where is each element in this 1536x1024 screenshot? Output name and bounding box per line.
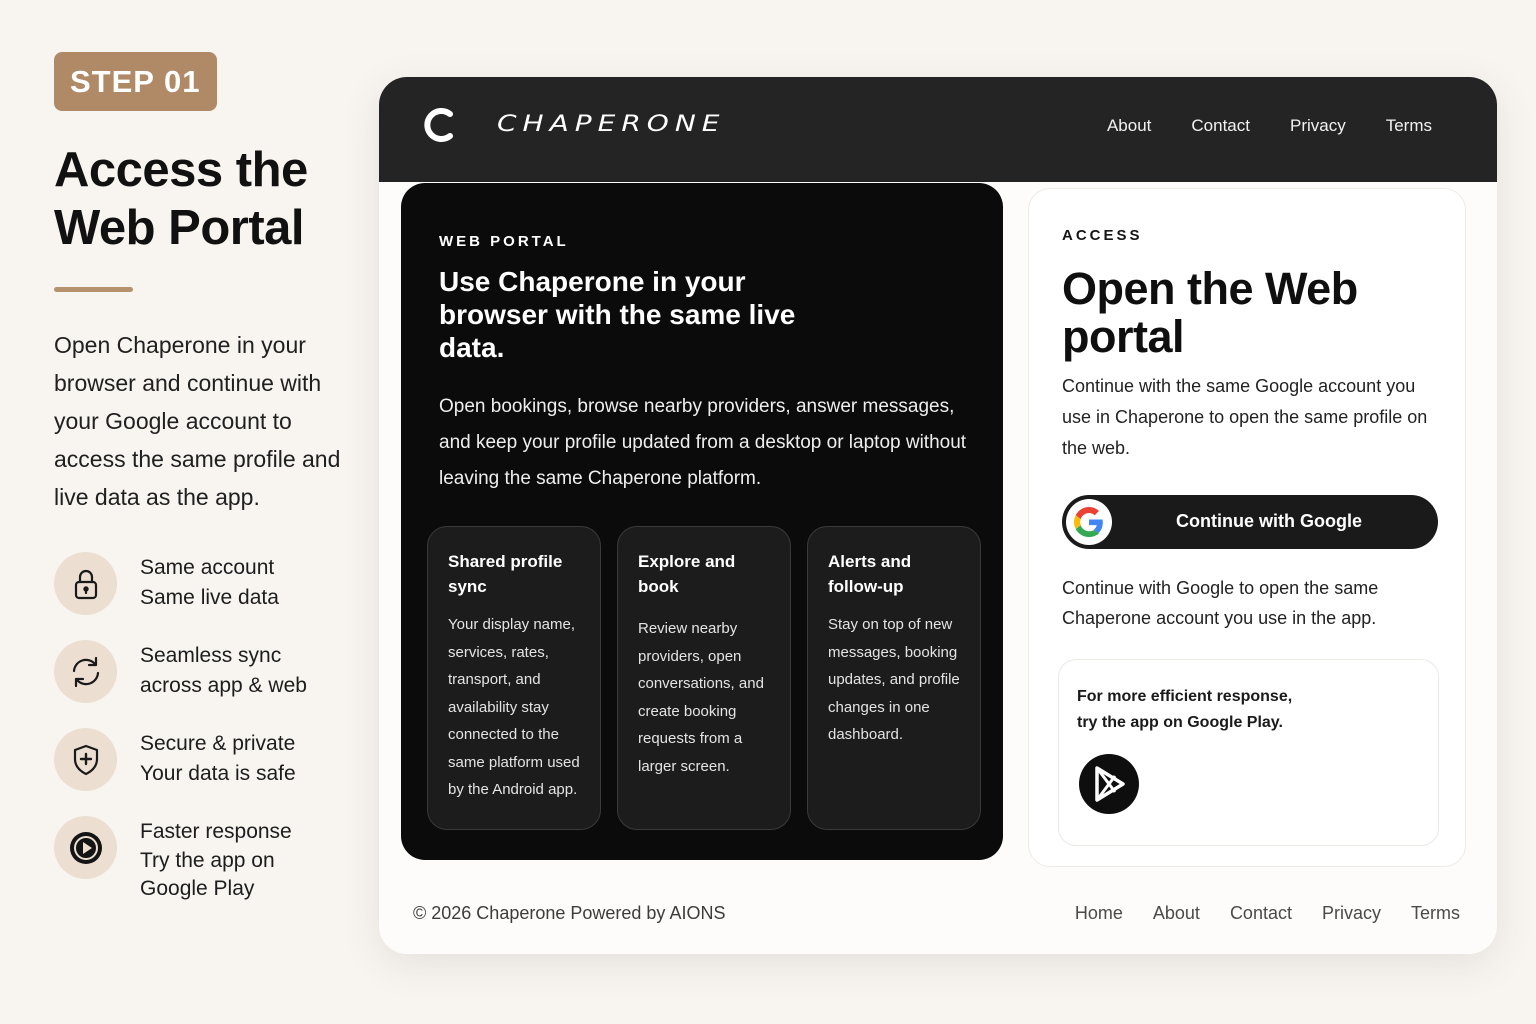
feature-line: Secure & private (140, 732, 296, 755)
nav-link-about[interactable]: About (1106, 116, 1152, 135)
title-divider (54, 287, 133, 292)
card-body: Stay on top of new messages, booking updates, and profile changes in one dashboard. (828, 616, 960, 743)
footer-link-privacy[interactable]: Privacy (1321, 903, 1381, 923)
access-kicker: ACCESS (1062, 227, 1143, 244)
card-title: Explore and book (638, 552, 736, 596)
intro-text: Open Chaperone in your browser and continue with your Google account to access the same profile and live data as the app. (54, 332, 341, 510)
play-text-line: For more efficient response, (1077, 688, 1293, 705)
google-icon (1066, 499, 1112, 545)
feature-list (54, 552, 354, 904)
top-navbar (379, 77, 1497, 182)
footer-link-home[interactable]: Home (1074, 903, 1123, 923)
footer-copyright: © 2026 Chaperone Powered by AIONS (413, 903, 726, 923)
feature-line: Same account (140, 556, 275, 579)
footer-nav (1045, 903, 1460, 924)
feature-line: Faster response (140, 820, 292, 843)
access-note: Continue with Google to open the same Chaperone account you use in the app. (1062, 578, 1379, 628)
continue-with-google-button[interactable] (1062, 495, 1438, 549)
page-title-line1: Access the (54, 143, 308, 197)
feature-line: Same live data (140, 586, 279, 609)
feature-text (140, 817, 292, 903)
google-play-text (1077, 684, 1377, 736)
google-play-card (1058, 659, 1439, 846)
feature-text (140, 553, 279, 613)
google-button-label: Continue with Google (1176, 511, 1362, 531)
feature-line: Try the app on (140, 849, 275, 872)
feature-line: Your data is safe (140, 762, 296, 785)
feature-item (54, 640, 354, 728)
shield-icon (54, 728, 117, 791)
portal-kicker: WEB PORTAL (439, 233, 569, 250)
access-title: Open the Web portal (1062, 263, 1358, 362)
footer-link-contact[interactable]: Contact (1229, 903, 1292, 923)
google-play-icon[interactable] (1077, 752, 1141, 816)
portal-headline: Use Chaperone in your browser with the same live data. (439, 266, 796, 363)
feature-text (140, 729, 296, 789)
card-body: Review nearby providers, open conversations, and create booking requests from a larger screen. (638, 620, 764, 775)
web-portal-panel (401, 183, 1003, 860)
access-panel (1028, 188, 1466, 867)
footer-link-terms[interactable]: Terms (1411, 903, 1460, 923)
card-title: Shared profile sync (448, 552, 563, 596)
play-text-line: try the app on Google Play. (1077, 714, 1283, 731)
nav-link-terms[interactable]: Terms (1385, 116, 1432, 135)
feature-text (140, 641, 307, 701)
sync-icon (54, 640, 117, 703)
page-title-line2: Web Portal (54, 201, 305, 255)
lock-icon (54, 552, 117, 615)
step-badge: STEP 01 (54, 52, 217, 111)
card-shared-profile-sync (427, 526, 601, 830)
feature-line: Google Play (140, 877, 255, 900)
card-body: Your display name, services, rates, transport, and availability stay connected to the same platform used by the Android app. (448, 616, 580, 798)
header-nav (1067, 116, 1432, 136)
feature-line: across app & web (140, 674, 307, 697)
page-title (54, 141, 354, 257)
nav-link-contact[interactable]: Contact (1191, 116, 1250, 135)
play-icon (54, 816, 117, 879)
card-alerts-and-follow-up (807, 526, 981, 830)
access-description: Continue with the same Google account you use in Chaperone to open the same profile on the web. (1062, 376, 1428, 458)
chaperone-logo-icon[interactable] (421, 105, 457, 145)
card-explore-and-book (617, 526, 791, 830)
feature-line: Seamless sync (140, 644, 282, 667)
step-intro-column (54, 52, 354, 904)
web-portal-window (379, 77, 1497, 954)
brand-wordmark[interactable]: CHAPERONE (497, 110, 726, 137)
portal-description: Open bookings, browse nearby providers, answer messages, and keep your profile updated from a desktop or laptop without leaving the same Chaperone platform. (439, 396, 967, 489)
feature-item (54, 552, 354, 640)
nav-link-privacy[interactable]: Privacy (1289, 116, 1346, 135)
footer-link-about[interactable]: About (1152, 903, 1200, 923)
feature-item (54, 816, 354, 904)
card-title: Alerts and follow-up (828, 552, 912, 596)
feature-item (54, 728, 354, 816)
